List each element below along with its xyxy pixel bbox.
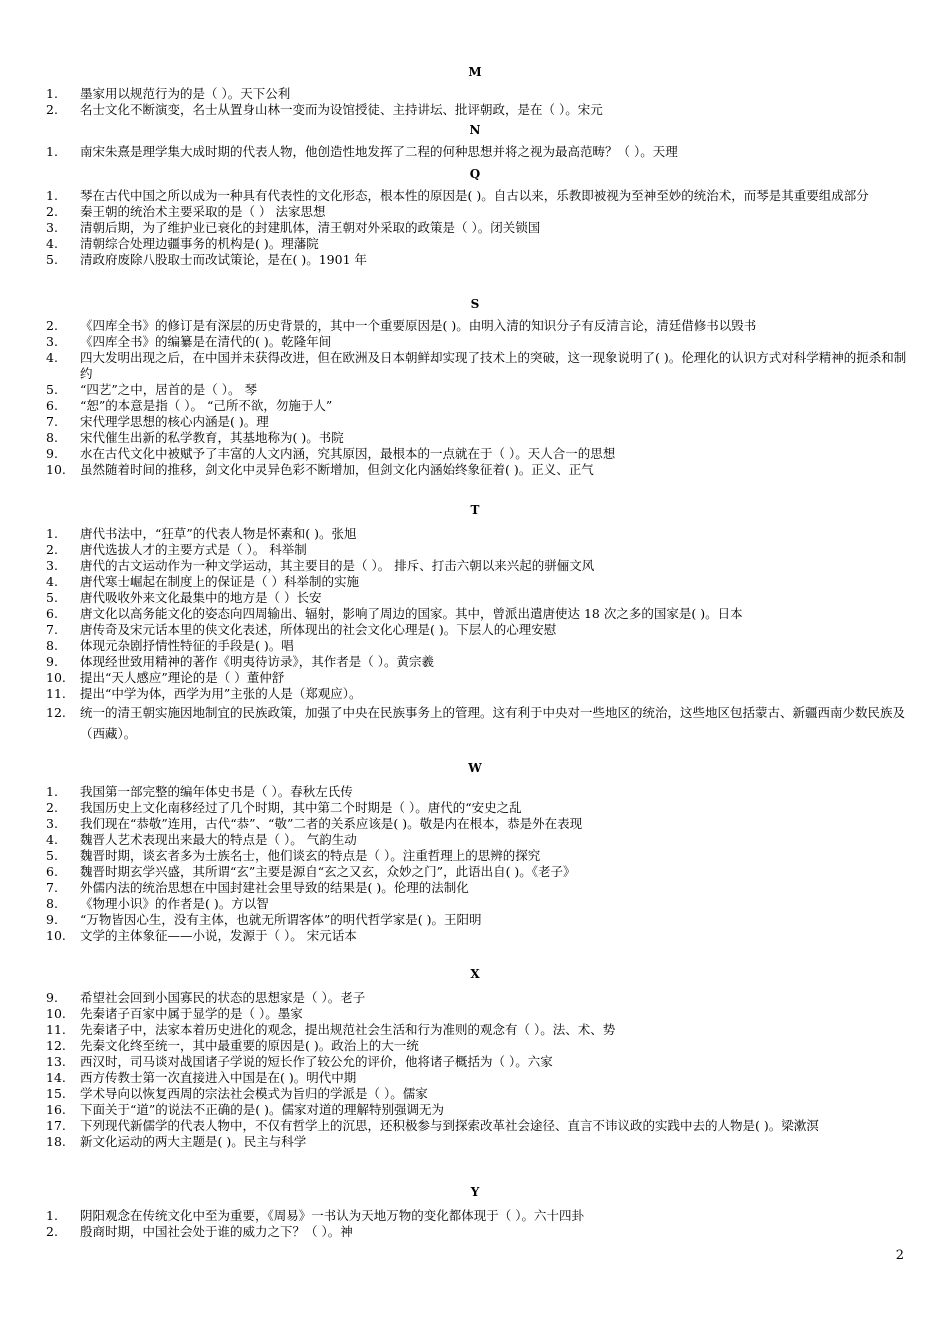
question-item	[0, 1054, 950, 1070]
item-text: 统一的清王朝实施因地制宜的民族政策，加强了中央在民族事务上的管理。这有利于中央对一些地区的统治，这些地区包括蒙古、新疆西南少数民族及（西藏）。	[80, 705, 906, 741]
question-item	[0, 446, 950, 462]
item-text: 魏晋时期玄学兴盛，其所谓“玄”主要是源自“玄之又玄，众妙之门”，此语出自( )。《老子》	[80, 864, 576, 879]
item-text: 唐代的古文运动作为一种文学运动，其主要目的是（ ）。 排斥、打击六朝以来兴起的骈俪文风	[80, 558, 595, 573]
question-item	[0, 670, 950, 686]
item-text: 下面关于“道”的说法不正确的是( )。儒家对道的理解特别强调无为	[80, 1102, 445, 1117]
item-number: 10.	[46, 670, 66, 685]
item-text: 我国第一部完整的编年体史书是（ ）。春秋左氏传	[80, 784, 353, 799]
question-item	[0, 1102, 950, 1118]
question-item	[0, 86, 950, 102]
question-item	[0, 590, 950, 606]
item-text: 虽然随着时间的推移，剑文化中灵异色彩不断增加，但剑文化内涵始终象征着( )。正义、正气	[80, 462, 594, 477]
item-number: 2.	[46, 102, 58, 117]
question-item	[0, 1022, 950, 1038]
item-text: 外儒内法的统治思想在中国封建社会里导致的结果是( )。伦理的法制化	[80, 880, 469, 895]
item-number: 2.	[46, 800, 58, 815]
item-number: 8.	[46, 638, 58, 653]
question-item	[0, 702, 950, 744]
question-item	[0, 334, 950, 350]
item-text: 琴在古代中国之所以成为一种具有代表性的文化形态，根本性的原因是( )。自古以来，乐教即被视为至神至妙的统治术，而琴是其重要组成部分	[80, 188, 869, 203]
question-item	[0, 928, 950, 944]
item-text: 唐传奇及宋元话本里的侠文化表述，所体现出的社会文化心理是( )。下层人的心理安慰	[80, 622, 557, 637]
item-text: 西汉时，司马谈对战国诸子学说的短长作了较公允的评价，他将诸子概括为（ ）。六家	[80, 1054, 553, 1069]
section-letter: M	[468, 65, 482, 79]
item-text: 先秦诸子百家中属于显学的是（ ）。墨家	[80, 1006, 303, 1021]
item-number: 17.	[46, 1118, 66, 1133]
item-text: 唐代选拔人才的主要方式是（ ）。 科举制	[80, 542, 307, 557]
question-item	[0, 654, 950, 670]
item-number: 3.	[46, 816, 58, 831]
item-text: 提出“天人感应”理论的是（ ）董仲舒	[80, 670, 285, 685]
item-text: “恕”的本意是指（ ）。 “己所不欲，勿施于人”	[80, 398, 333, 413]
question-item	[0, 848, 950, 864]
item-text: 清朝综合处理边疆事务的机构是( )。理藩院	[80, 236, 319, 251]
item-text: 我国历史上文化南移经过了几个时期，其中第二个时期是（ ）。唐代的“安史之乱	[80, 800, 522, 815]
item-number: 7.	[46, 414, 58, 429]
item-text: 殷商时期，中国社会处于谁的威力之下？（ ）。神	[80, 1224, 353, 1239]
section-s	[0, 296, 950, 478]
question-item	[0, 542, 950, 558]
question-item	[0, 558, 950, 574]
item-number: 4.	[46, 574, 58, 589]
item-number: 2.	[46, 318, 58, 333]
item-text: 唐代吸收外来文化最集中的地方是（ ）长安	[80, 590, 322, 605]
item-number: 4.	[46, 236, 58, 251]
item-text: 希望社会回到小国寡民的状态的思想家是（ ）。老子	[80, 990, 366, 1005]
item-number: 13.	[46, 1054, 66, 1069]
question-item	[0, 236, 950, 252]
item-text: 《物理小识》的作者是( )。方以智	[80, 896, 269, 911]
item-text: 新文化运动的两大主题是( )。民主与科学	[80, 1134, 307, 1149]
section-n	[0, 122, 950, 160]
item-number: 6.	[46, 606, 58, 621]
item-text: 名士文化不断演变，名士从置身山林一变而为设馆授徒、主持讲坛、批评朝政，是在（ ）。宋元	[80, 102, 603, 117]
item-text: 文学的主体象征——小说，发源于（ ）。 宋元话本	[80, 928, 357, 943]
item-number: 2.	[46, 204, 58, 219]
item-text: 清朝后期，为了维护业已衰化的封建肌体，清王朝对外采取的政策是（ ）。闭关锁国	[80, 220, 541, 235]
item-text: 阴阳观念在传统文化中至为重要，《周易》一书认为天地万物的变化都体现于（ ）。六十四卦	[80, 1208, 584, 1223]
item-text: 唐文化以高务能文化的姿态向四周输出、辐射，影响了周边的国家。其中，曾派出遣唐使达 18 次之多的国家是( )。日本	[80, 606, 743, 621]
question-item	[0, 382, 950, 398]
item-text: 体现元杂剧抒情性特征的手段是( )。唱	[80, 638, 294, 653]
section-x	[0, 966, 950, 1150]
question-item	[0, 398, 950, 414]
question-item	[0, 638, 950, 654]
question-item	[0, 1118, 950, 1134]
section-letter: S	[470, 297, 480, 311]
question-item	[0, 1224, 950, 1240]
question-item	[0, 318, 950, 334]
item-number: 18.	[46, 1134, 66, 1149]
question-item	[0, 1086, 950, 1102]
section-letter: N	[469, 123, 481, 137]
item-text: 唐代寒士崛起在制度上的保证是（ ）科举制的实施	[80, 574, 359, 589]
item-number: 10.	[46, 1006, 66, 1021]
question-item	[0, 832, 950, 848]
item-number: 3.	[46, 558, 58, 573]
section-letter: W	[468, 761, 482, 775]
item-number: 12.	[46, 1038, 66, 1053]
item-text: 清政府废除八股取士而改试策论，是在( )。1901 年	[80, 252, 368, 267]
section-letter: Y	[470, 1185, 480, 1199]
item-text: 体现经世致用精神的著作《明夷待访录》，其作者是（ ）。黄宗羲	[80, 654, 434, 669]
question-item	[0, 1070, 950, 1086]
question-item	[0, 896, 950, 912]
item-text: “万物皆因心生，没有主体，也就无所谓客体”的明代哲学家是( )。王阳明	[80, 912, 482, 927]
question-item	[0, 350, 950, 382]
item-text: 先秦文化终至统一，其中最重要的原因是( )。政治上的大一统	[80, 1038, 419, 1053]
item-text: 宋代催生出新的私学教育，其基地称为( )。书院	[80, 430, 344, 445]
question-item	[0, 144, 950, 160]
item-number: 3.	[46, 220, 58, 235]
item-number: 4.	[46, 832, 58, 847]
question-item	[0, 430, 950, 446]
question-item	[0, 784, 950, 800]
item-text: 提出“中学为体，西学为用”主张的人是（郑观应）。	[80, 686, 362, 701]
section-letter: T	[470, 503, 480, 517]
question-item	[0, 252, 950, 268]
item-number: 7.	[46, 880, 58, 895]
question-item	[0, 864, 950, 880]
section-letter: X	[470, 967, 480, 981]
question-item	[0, 686, 950, 702]
item-number: 5.	[46, 382, 58, 397]
item-number: 5.	[46, 848, 58, 863]
item-number: 9.	[46, 912, 58, 927]
question-item	[0, 102, 950, 118]
section-t	[0, 502, 950, 744]
item-number: 2.	[46, 1224, 58, 1239]
question-item	[0, 1134, 950, 1150]
item-text: “四艺”之中，居首的是（ ）。 琴	[80, 382, 257, 397]
item-number: 9.	[46, 654, 58, 669]
question-item	[0, 1038, 950, 1054]
item-text: 西方传教士第一次直接进入中国是在( )。明代中期	[80, 1070, 357, 1085]
item-number: 14.	[46, 1070, 66, 1085]
item-number: 5.	[46, 252, 58, 267]
item-number: 8.	[46, 430, 58, 445]
page-number: 2	[895, 1248, 904, 1263]
item-text: 魏晋人艺术表现出来最大的特点是（ ）。 气韵生动	[80, 832, 357, 847]
item-number: 5.	[46, 590, 58, 605]
item-number: 1.	[46, 1208, 58, 1223]
question-item	[0, 990, 950, 1006]
item-text: 墨家用以规范行为的是（ ）。天下公利	[80, 86, 291, 101]
item-number: 1.	[46, 784, 58, 799]
item-text: 我们现在“恭敬”连用，古代“恭”、“敬”二者的关系应该是( )。敬是内在根本，恭是外在表现	[80, 816, 583, 831]
question-item	[0, 800, 950, 816]
question-item	[0, 526, 950, 542]
question-item	[0, 622, 950, 638]
item-number: 1.	[46, 526, 58, 541]
item-text: 《四库全书》的修订是有深层的历史背景的，其中一个重要原因是( )。由明入清的知识分子有反清言论，清廷借修书以毁书	[80, 318, 757, 333]
item-text: 《四库全书》的编纂是在清代的( )。乾隆年间	[80, 334, 332, 349]
item-number: 10.	[46, 928, 66, 943]
question-item	[0, 606, 950, 622]
question-item	[0, 204, 950, 220]
section-w	[0, 760, 950, 944]
item-text: 魏晋时期，谈玄者多为士族名士，他们谈玄的特点是（ ）。注重哲理上的思辨的探究	[80, 848, 541, 863]
question-item	[0, 414, 950, 430]
section-q	[0, 166, 950, 268]
item-number: 2.	[46, 542, 58, 557]
item-number: 1.	[46, 86, 58, 101]
question-item	[0, 1006, 950, 1022]
item-number: 16.	[46, 1102, 66, 1117]
item-number: 9.	[46, 990, 58, 1005]
item-text: 下列现代新儒学的代表人物中，不仅有哲学上的沉思，还积极参与到探索改革社会途径、直言不讳议政的实践中去的人物是( )。梁漱溟	[80, 1118, 819, 1133]
section-m	[0, 64, 950, 118]
question-item	[0, 462, 950, 478]
item-number: 1.	[46, 188, 58, 203]
item-number: 11.	[46, 686, 66, 701]
item-number: 8.	[46, 896, 58, 911]
item-number: 1.	[46, 144, 58, 159]
item-text: 先秦诸子中，法家本着历史进化的观念，提出规范社会生活和行为准则的观念有（ ）。法、术、势	[80, 1022, 616, 1037]
item-number: 3.	[46, 334, 58, 349]
question-item	[0, 880, 950, 896]
item-text: 水在古代文化中被赋予了丰富的人文内涵，究其原因，最根本的一点就在于（ ）。天人合一的思想	[80, 446, 616, 461]
item-number: 15.	[46, 1086, 66, 1101]
section-letter: Q	[469, 167, 481, 181]
item-text: 四大发明出现之后，在中国并未获得改进，但在欧洲及日本朝鲜却实现了技术上的突破，这一现象说明了( )。伦理化的认识方式对科学精神的扼杀和制约	[80, 350, 907, 381]
question-item	[0, 220, 950, 236]
item-number: 6.	[46, 864, 58, 879]
item-number: 12.	[46, 705, 66, 720]
item-text: 学术导向以恢复西周的宗法社会模式为旨归的学派是（ ）。儒家	[80, 1086, 428, 1101]
section-y	[0, 1184, 950, 1240]
question-item	[0, 912, 950, 928]
item-number: 10.	[46, 462, 66, 477]
item-text: 秦王朝的统治术主要采取的是（ ） 法家思想	[80, 204, 326, 219]
question-item	[0, 188, 950, 204]
item-number: 11.	[46, 1022, 66, 1037]
item-number: 7.	[46, 622, 58, 637]
question-item	[0, 1208, 950, 1224]
question-item	[0, 816, 950, 832]
item-number: 9.	[46, 446, 58, 461]
item-number: 6.	[46, 398, 58, 413]
item-text: 宋代理学思想的核心内涵是( )。理	[80, 414, 269, 429]
question-item	[0, 574, 950, 590]
item-number: 4.	[46, 350, 58, 365]
item-text: 唐代书法中，“狂草”的代表人物是怀素和( )。张旭	[80, 526, 357, 541]
item-text: 南宋朱熹是理学集大成时期的代表人物，他创造性地发挥了二程的何种思想并将之视为最高范畴？（ ）。天理	[80, 144, 678, 159]
